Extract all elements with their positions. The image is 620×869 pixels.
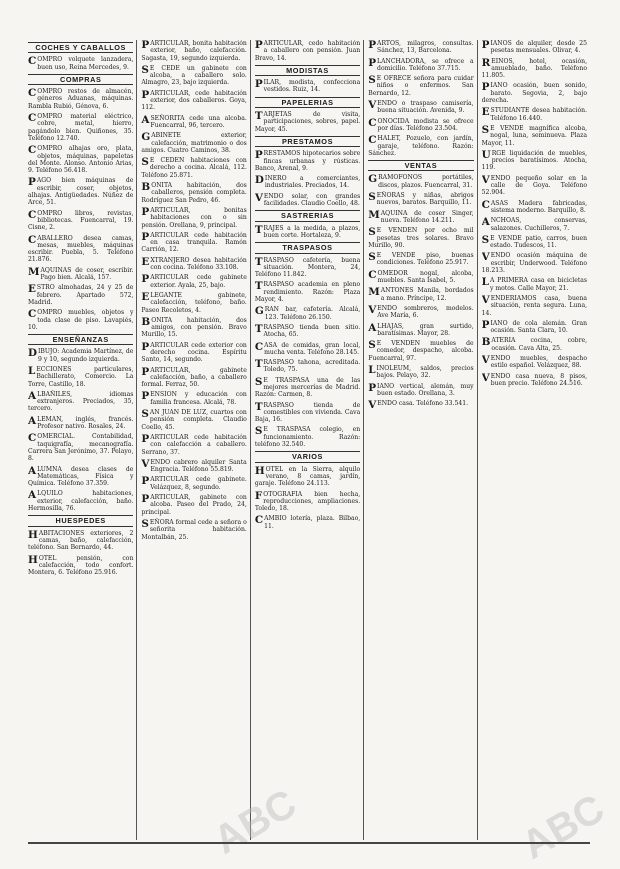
classified-ad: PIANO vertical, alemán, muy buen estado. Orellana, 3. bbox=[368, 381, 474, 397]
classified-ad: ESTUDIANTE desea habitación. Teléfono 16.440. bbox=[481, 106, 588, 122]
classified-ad: COMPRO libros, revistas, bibliotecas. Fuencarral, 19. Cisne, 2. bbox=[28, 208, 134, 232]
classified-ad: SE VENDEN por ocho mil pesetas tres solares. Bravo Murillo, 90. bbox=[368, 226, 474, 249]
classified-ad: BONITA habitación, dos caballeros, pensión completa. Rodríguez San Pedro, 46. bbox=[141, 181, 247, 204]
classified-ad: ALEMAN, inglés, francés. Profesor nativo. Rosales, 24. bbox=[28, 414, 134, 431]
classified-ad: VENDO cabrero alquiler Santa Engracia. Teléfono 55.819. bbox=[141, 457, 247, 474]
section-heading: ENSEÑANZAS bbox=[28, 334, 133, 345]
classified-ad: SE VENDE patio, carros, buen estado. Tudescos, 11. bbox=[481, 233, 588, 250]
classified-ad: LINOLEUM, saldos, precios bajos. Pelayo, 32. bbox=[368, 363, 474, 380]
classified-ad: PENSION y educación con familia francesa. Alcalá, 78. bbox=[141, 390, 247, 406]
classified-ad: COMPRO restos de almacén, géneros Aduanas, máquinas. Rambla Rubió, Génova, 6. bbox=[28, 87, 134, 110]
classified-ad: SE TRASPASA colegio, en funcionamiento. Razón: teléfono 32.540. bbox=[254, 425, 361, 449]
classified-ad: GRAMOFONOS portátiles, discos, plazos. Fuencarral, 31. bbox=[368, 173, 474, 189]
classified-ad: PARTICULAR, gabinete con alcoba. Paseo del Prado, 24, principal. bbox=[141, 493, 247, 516]
classified-ad: TRASPASO cafetería, buena situación. Montera, 24, Teléfono 11.842. bbox=[254, 255, 361, 279]
classified-ad: FOTOGRAFIA bien hecha, reproducciones, ampliaciones. Toledo, 18. bbox=[254, 489, 361, 513]
section-heading: COCHES Y CABALLOS bbox=[28, 42, 133, 53]
classified-ad: GABINETE exterior, calefacción, matrimonio o dos amigos. Cuatro Caminos, 38. bbox=[141, 131, 247, 154]
section-heading: PAPELERIAS bbox=[255, 97, 360, 108]
classified-ad: COMERCIAL. Contabilidad, taquigrafía, mecanografía. Carrera San Jerónimo, 37. Pelayo, 8. bbox=[28, 432, 134, 463]
classified-ad: SEÑORAS y niñas, abrigos nuevos, baratos. Barquillo, 11. bbox=[368, 191, 474, 207]
classified-ad: SEÑORA formal cede a señora o señorita habitación. Montalbán, 25. bbox=[141, 517, 247, 541]
classified-ad: LA PRIMERA casa en bicicletas y motos. Calle Mayor, 21. bbox=[481, 276, 588, 292]
classified-ad: PARTICULAR, cedo habitación a caballero con pensión. Juan Bravo, 14. bbox=[254, 40, 361, 62]
classified-ad: TRASPASO academia en pleno rendimiento. Razón: Plaza Mayor, 4. bbox=[254, 280, 361, 304]
section-heading: VENTAS bbox=[368, 160, 473, 171]
classified-ad: ESTRO almohadas, 24 y 25 de febrero. Apartado 572, Madrid. bbox=[28, 283, 134, 306]
classified-ad: CAMBIO lotería, plaza. Bilbao, 11. bbox=[254, 514, 361, 530]
column-5 bbox=[482, 40, 590, 840]
classified-ad: COMPRO volquete lanzadera, buen uso, Reina Mercedes, 9. bbox=[28, 55, 134, 71]
classified-ad: SE OFRECE señora para cuidar niños o enfermos. San Bernardo, 12. bbox=[368, 74, 474, 97]
classified-ad: SE VENDEN muebles de comedor, despacho, alcoba. Fuencarral, 97. bbox=[368, 339, 474, 362]
classified-ad: LECCIONES particulares, Bachillerato, Comercio. La Torre, Castillo, 18. bbox=[28, 364, 134, 388]
classified-ad: DINERO a comerciantes, industriales. Preciados, 14. bbox=[254, 174, 361, 190]
classified-ad: ASEÑORITA cede una alcoba. Fuencarral, 96, tercero. bbox=[141, 113, 247, 129]
classified-ad: MAQUINA de coser Singer, nueva. Teléfono 14.211. bbox=[368, 208, 474, 224]
classified-ad: CONOCIDA modista se ofrece por días. Teléfono 23.504. bbox=[368, 116, 474, 132]
classified-ad: PRESTAMOS hipotecarios sobre fincas urbanas y rústicas. Banco, Arenal, 9. bbox=[254, 149, 361, 172]
classified-ad: VENDO muebles, despacho estilo español. Velázquez, 88. bbox=[481, 353, 588, 370]
bottom-rule bbox=[28, 842, 590, 844]
section-heading: VARIOS bbox=[255, 451, 360, 462]
classified-ad: HABITACIONES exteriores, 2 camas, baño, calefacción, teléfono. San Bernardo, 44. bbox=[28, 528, 134, 552]
watermark-stamp: ABC bbox=[206, 781, 304, 863]
classified-ad: COMPRO muebles, objetos y toda clase de piso. Lavapiés, 10. bbox=[28, 308, 134, 331]
section-heading: MODISTAS bbox=[255, 65, 360, 76]
classified-ad: ALHAJAS, gran surtido, baratísimas. Mayor, 28. bbox=[368, 321, 474, 337]
classified-ad: PARTICULAR cede gabinete exterior. Ayala, 25, bajo. bbox=[141, 273, 247, 289]
classified-ad: PARTICULAR cede habitación en casa tranquila. Ramón Carrión, 12. bbox=[141, 230, 247, 254]
classified-ad: SAN JUAN DE LUZ, cuartos con pensión completa. Claudio Coello, 45. bbox=[141, 408, 247, 431]
classified-ad: ANCHOAS, conservas, salazones. Cuchilleros, 7. bbox=[481, 216, 588, 232]
classified-ad: VENDO solar, con grandes facilidades. Claudio Coello, 48. bbox=[254, 191, 361, 208]
column-2 bbox=[141, 40, 250, 840]
watermark-stamp: ABC bbox=[514, 786, 612, 868]
classified-ad: PARTICULAR cede gabinete. Velázquez, 8, segundo. bbox=[141, 475, 247, 491]
classified-ad: DIBUJO: Academia Martínez, de 9 y 10, segundo izquierda. bbox=[28, 347, 134, 363]
classified-ad: EXTRANJERO desea habitación con cocina. Teléfono 33.108. bbox=[141, 255, 247, 272]
section-heading: PRESTAMOS bbox=[255, 136, 360, 147]
classified-ad: HOTEL pensión, con calefacción, todo confort. Montera, 6. Teléfono 25.916. bbox=[28, 553, 134, 577]
classified-ad: VENDO ocasión máquina de escribir, Underwood. Teléfono 18.213. bbox=[481, 251, 588, 275]
classified-ad: ALBAÑILES, idiomas extranjeros. Preciados, 35, tercero. bbox=[28, 389, 134, 413]
classified-ad: TRASPASO tienda buen sitio. Atocha, 65. bbox=[254, 322, 361, 339]
section-heading: COMPRAS bbox=[28, 74, 133, 85]
classified-ad: CASAS Madera fabricadas, sistema moderno. Barquillo, 8. bbox=[481, 198, 588, 214]
classified-ad: VENDO sombreros, modelos. Ave María, 6. bbox=[368, 303, 474, 320]
column-3 bbox=[255, 40, 364, 840]
classified-ad: SE VENDE magnífica alcoba, nogal, luna, seminueva. Plaza Mayor, 11. bbox=[481, 123, 588, 147]
classified-ad: PARTICULAR, bonita habitación exterior, baño, calefacción. Sagasta, 19, segundo izquierda. bbox=[141, 40, 247, 62]
classified-ad: PIANO ocasión, buen sonido, barato. Segovia, 2, bajo derecha. bbox=[481, 81, 588, 105]
classified-ad: ALQUILO habitaciones, exterior, calefacción, baño. Hermosilla, 76. bbox=[28, 489, 134, 513]
classified-page bbox=[28, 40, 590, 840]
classified-ad: TARJETAS de visita, participaciones, sobres, papel. Mayor, 45. bbox=[254, 110, 361, 133]
classified-ad: SE VENDE piso, buenas condiciones. Teléfono 25.917. bbox=[368, 251, 474, 267]
classified-ad: MANTONES Manila, bordados a mano. Príncipe, 12. bbox=[368, 286, 474, 302]
section-heading: HUESPEDES bbox=[28, 515, 133, 526]
classified-ad: SE TRASPASA una de las mejores mercerías de Madrid. Razón: Carmen, 8. bbox=[254, 375, 361, 399]
classified-ad: VENDO o traspaso camisería, buena situación. Avenida, 9. bbox=[368, 99, 474, 115]
classified-ad: SE CEDE un gabinete con alcoba, a caballero solo. Almagro, 23, bajo izquierda. bbox=[141, 63, 247, 87]
classified-ad: PLANCHADORA, se ofrece a domicilio. Teléfono 37.715. bbox=[368, 56, 474, 72]
classified-ad: TRAJES a la medida, a plazos, buen corte. Hortaleza, 9. bbox=[254, 223, 361, 239]
classified-ad: HOTEL en la Sierra, alquilo verano, 8 camas, jardín, garaje. Teléfono 24.113. bbox=[254, 464, 361, 488]
classified-ad: TRASPASO tahona, acreditada. Toledo, 75. bbox=[254, 358, 361, 374]
classified-ad: PARTICULAR, cede habitación exterior, dos caballeros. Goya, 112. bbox=[141, 88, 247, 112]
classified-ad: PARTICULAR cede habitación con calefacción a caballero. Serrano, 37. bbox=[141, 432, 247, 456]
classified-ad: VENDO casa. Teléfono 33.541. bbox=[368, 399, 469, 412]
classified-ad: PAGO bien máquinas de escribir, coser, objetos, alhajas. Antigüedades. Núñez de Arce, 51. bbox=[28, 176, 134, 207]
classified-ad: CABALLERO desea camas, mesas, muebles, máquinas escribir. Puebla, 5. Teléfono 21.876. bbox=[28, 233, 134, 264]
column-4 bbox=[368, 40, 477, 840]
column-1 bbox=[28, 40, 137, 840]
classified-ad: URGE liquidación de muebles, precios baratísimos. Atocha, 119. bbox=[481, 148, 588, 172]
classified-ad: VENDO casa nueva, 8 pisos, buen precio. Teléfono 24.516. bbox=[481, 371, 588, 387]
classified-ad: SE CEDEN habitaciones con derecho a cocina. Alcalá, 112. Teléfono 25.871. bbox=[141, 156, 247, 179]
classified-ad: VENDO pequeño solar en la calle de Goya. Teléfono 52.904. bbox=[481, 173, 588, 197]
section-heading: SASTRERIAS bbox=[255, 210, 360, 221]
classified-ad: PARTICULAR, gabinete calefacción, baño, a caballero formal. Ferraz, 50. bbox=[141, 365, 247, 389]
classified-ad: ALUMNA desea clases de Matemáticas, Física y Química. Teléfono 37.359. bbox=[28, 464, 134, 488]
classified-ad: PARTICULAR, bonitas habitaciones con o sin pensión. Orellana, 9, principal. bbox=[141, 205, 247, 229]
classified-ad: VENDERIAMOS casa, buena situación, renta segura. Luna, 14. bbox=[481, 293, 588, 317]
classified-ad: CASA de comidas, gran local, mucha venta. Teléfono 28.145. bbox=[254, 340, 361, 356]
classified-ad: BONITA habitación, dos amigos, con pensión. Bravo Murillo, 15. bbox=[141, 315, 247, 339]
classified-ad: BATERIA cocina, cobre, ocasión. Cava Alta, 25. bbox=[481, 336, 588, 352]
classified-ad: PIANO de cola alemán. Gran ocasión. Santa Clara, 10. bbox=[481, 318, 588, 335]
classified-ad: REINOS, hotel, ocasión, amueblado, baño. Teléfono 11.805. bbox=[481, 56, 588, 80]
classified-ad: TRASPASO tienda de comestibles con vivienda. Cava Baja, 16. bbox=[254, 400, 361, 424]
classified-ad: GRAN bar, cafetería. Alcalá, 123. Teléfono 26.150. bbox=[254, 305, 361, 321]
classified-ad: COMEDOR nogal, alcoba, muebles. Santa Isabel, 5. bbox=[368, 268, 474, 285]
section-heading: TRASPASOS bbox=[255, 242, 360, 253]
classified-ad: CHALET, Pozuelo, con jardín, garaje, teléfono. Razón: Sánchez. bbox=[368, 134, 474, 157]
classified-ad: COMPRO material eléctrico, cobre, metal, hierro, pagándolo bien. Quiñones, 35. Teléfono 12.740. bbox=[28, 112, 134, 142]
classified-ad: MAQUINAS de coser, escribir. Pago bien. Alcalá, 157. bbox=[28, 265, 134, 282]
classified-ad: COMPRO alhajas oro, plata, objetos, máquinas, papeletas del Monte. Alonso. Antonio Arias, 9. Teléfono 56.418. bbox=[28, 144, 134, 175]
classified-ad: PARTICULAR cede exterior con derecho cocina. Espíritu Santo, 14, segundo. bbox=[141, 340, 247, 364]
classified-ad: PILAR, modista, confecciona vestidos. Ruiz, 14. bbox=[254, 78, 361, 94]
classified-ad: PIANOS de alquiler, desde 25 pesetas mensuales. Olivar, 4. bbox=[481, 40, 588, 55]
classified-ad: PARTOS, milagros, consultas. Sánchez, 13, Barcelona. bbox=[368, 40, 474, 55]
classified-ad: ELEGANTE gabinete, calefacción, teléfono, baño. Paseo Recoletos, 4. bbox=[141, 290, 247, 314]
